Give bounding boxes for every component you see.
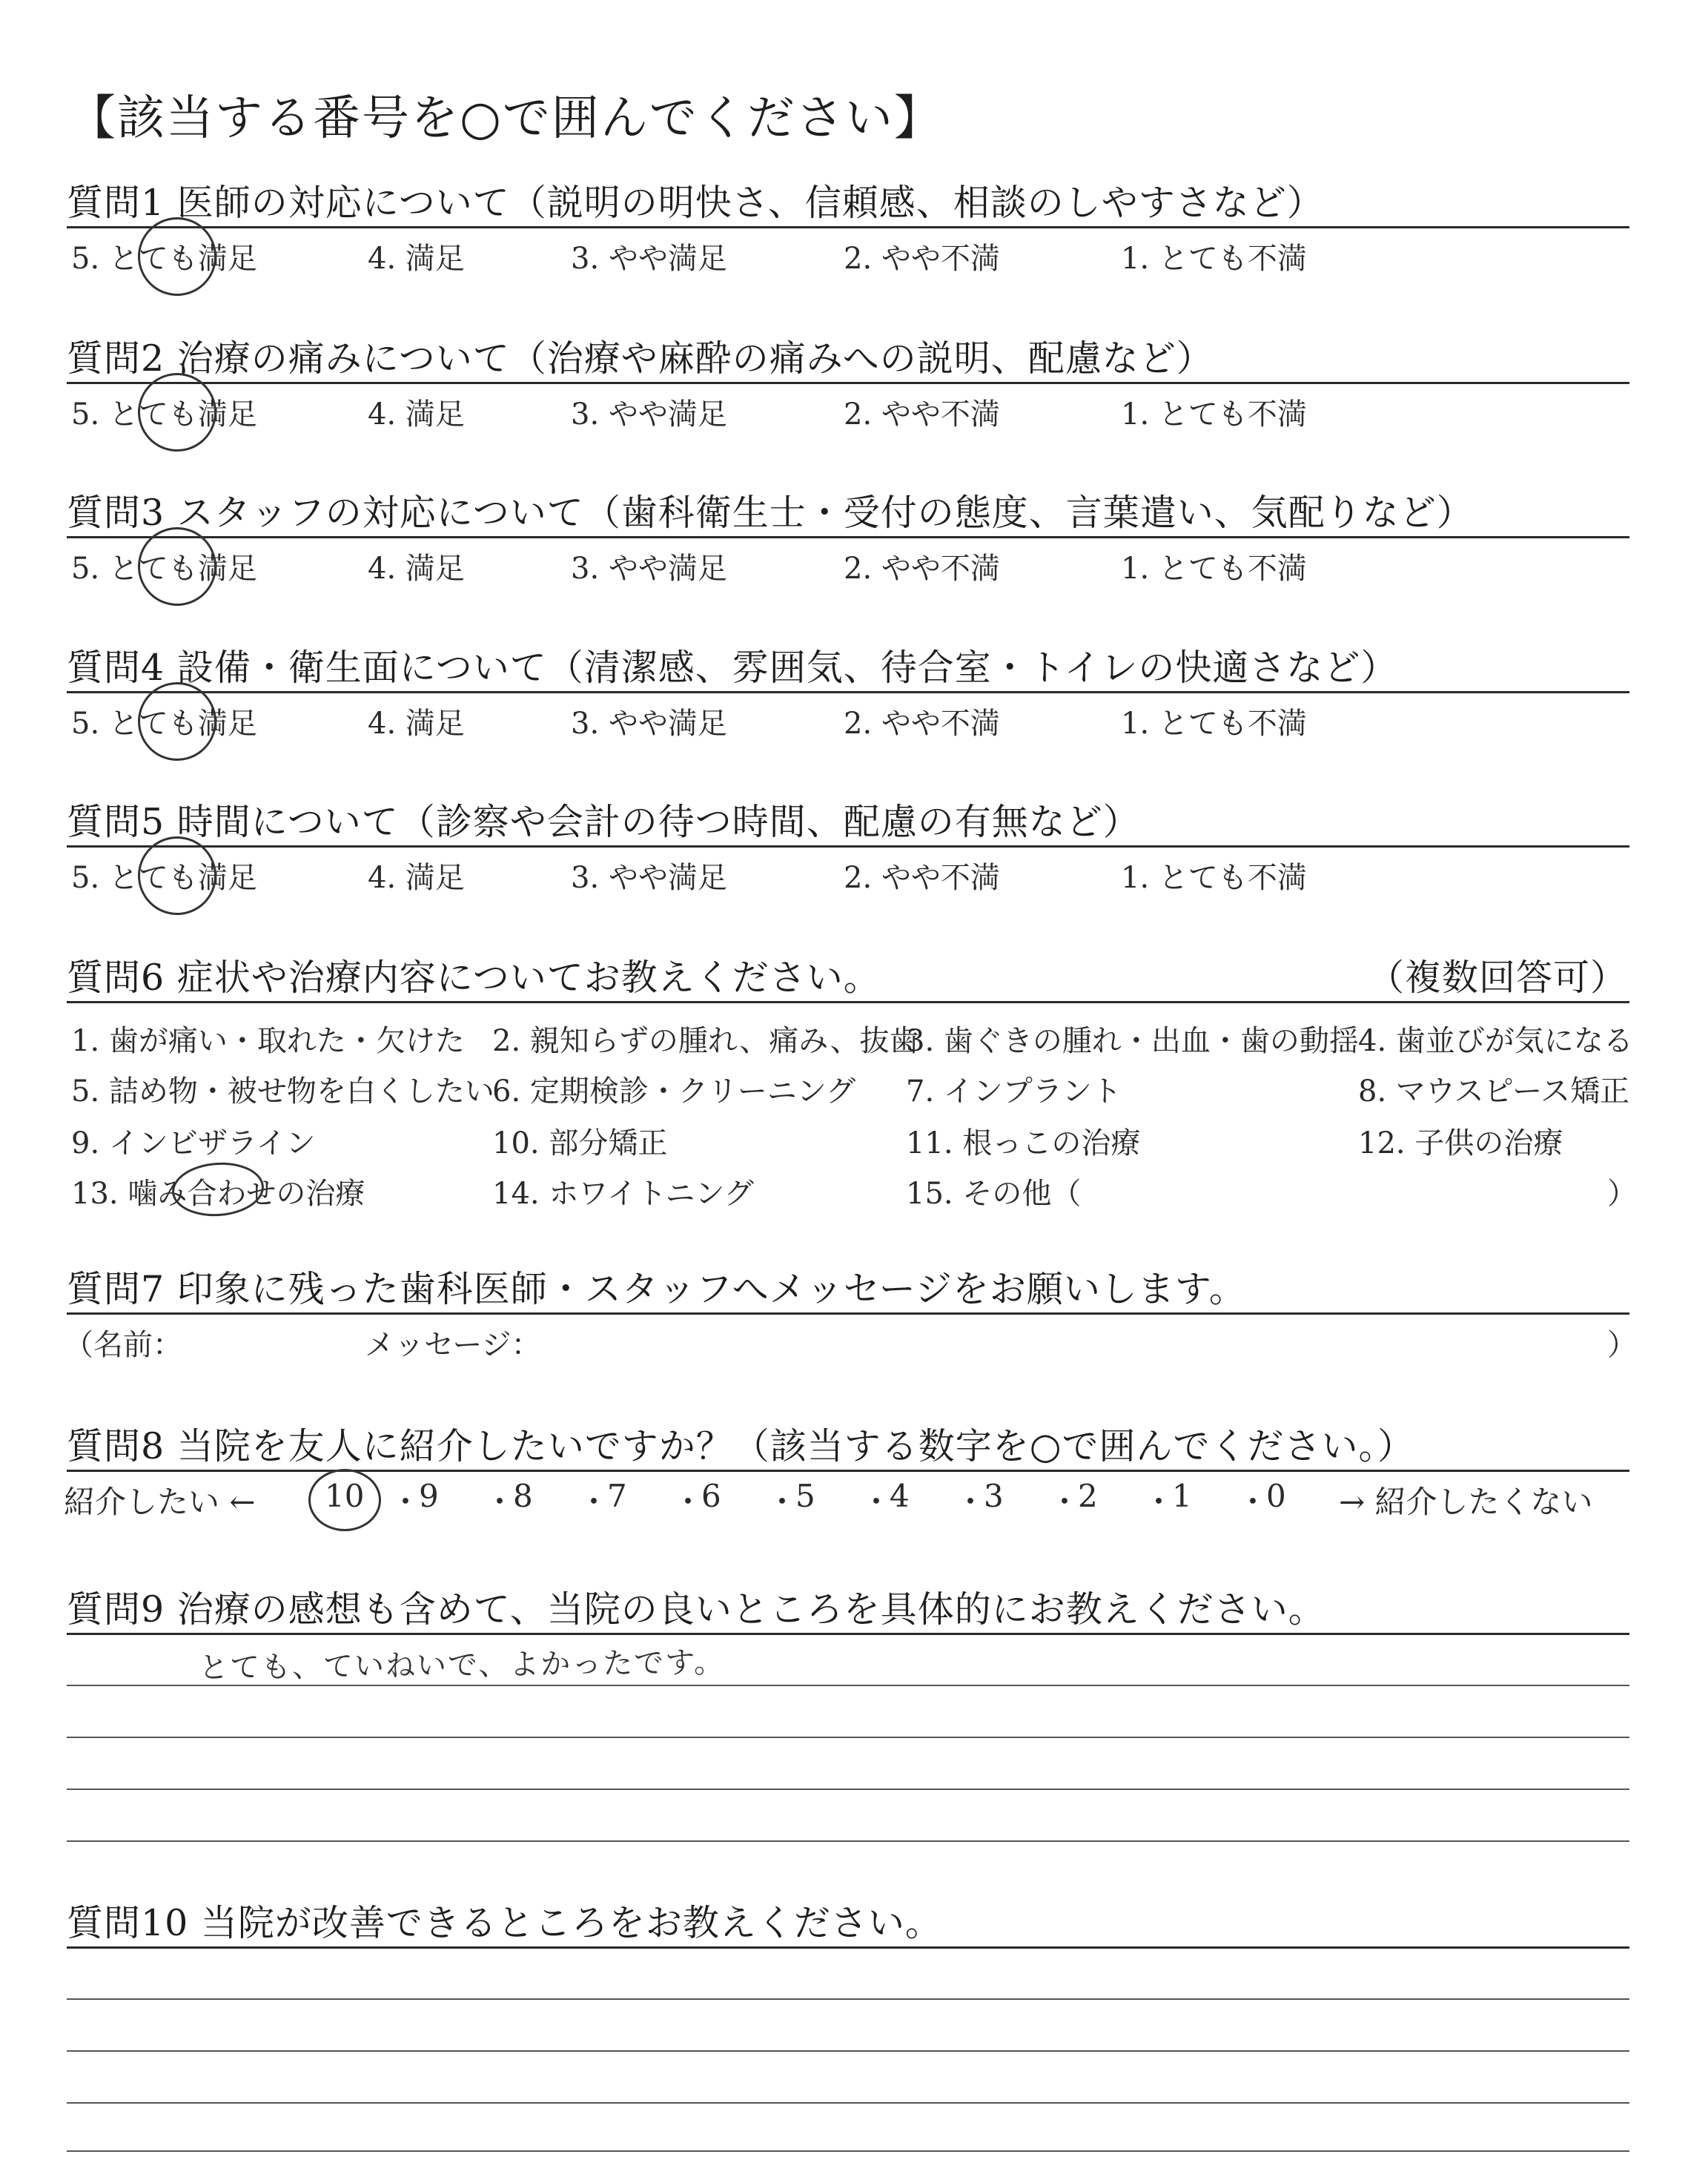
q6-option-9[interactable]: 9. インビザライン [71,1126,316,1160]
q8-rule [67,1470,1629,1472]
q8-scale-separator: ・ [1237,1484,1269,1520]
q7-title: 質問7 印象に残った歯科医師・スタッフへメッセージをお願いします。 [67,1268,1246,1310]
q6-option-6[interactable]: 6. 定期検診・クリーニング [492,1074,856,1109]
q8-scale-separator: ・ [955,1484,987,1520]
q6-rule [67,1001,1629,1003]
q3-option-1[interactable]: 1. とても不満 [1121,552,1307,586]
q6-option-11[interactable]: 11. 根っこの治療 [906,1126,1141,1160]
q6-option-8[interactable]: 8. マウスピース矯正 [1358,1074,1630,1109]
q8-scale-separator: ・ [390,1484,422,1520]
q3-option-5[interactable]: 5. とても満足 [71,552,257,586]
q1-option-4[interactable]: 4. 満足 [368,242,465,276]
q9-rule [67,1633,1629,1635]
q1-option-2[interactable]: 2. やや不満 [844,242,1000,276]
q6-option-7[interactable]: 7. インプラント [906,1074,1122,1109]
q3-option-2[interactable]: 2. やや不満 [844,552,1000,586]
q9-line [67,1685,1629,1686]
q8-scale-value-6[interactable]: 6 [701,1478,721,1514]
q7-name-label: （名前： [64,1328,182,1362]
q4-option-4[interactable]: 4. 満足 [368,707,465,741]
q10-rule [67,1946,1629,1949]
q8-scale-separator: ・ [861,1484,893,1520]
q2-option-4[interactable]: 4. 満足 [368,397,465,432]
q6-option-1[interactable]: 1. 歯が痛い・取れた・欠けた [71,1024,465,1058]
q6-option-4[interactable]: 4. 歯並びが気になる [1358,1024,1633,1058]
q1-rule [67,226,1629,228]
q4-title: 質問4 設備・衛生面について（清潔感、雰囲気、待合室・トイレの快適さなど） [67,647,1398,689]
q6-other-close-paren: ） [1607,1177,1637,1211]
q8-scale-separator: ・ [484,1484,516,1520]
q10-title: 質問10 当院が改善できるところをお教えください。 [67,1902,942,1944]
q2-option-1[interactable]: 1. とても不満 [1121,397,1307,432]
q9-line [67,1737,1629,1738]
q5-option-4[interactable]: 4. 満足 [368,861,465,895]
q8-right-label: → 紹介したくない [1339,1484,1593,1520]
q7-rule [67,1312,1629,1315]
q9-line [67,1789,1629,1790]
q6-title: 質問6 症状や治療内容についてお教えください。 [67,957,881,999]
q6-option-13[interactable]: 13. 噛み合わせの治療 [71,1177,365,1211]
q6-option-12[interactable]: 12. 子供の治療 [1358,1126,1563,1160]
q4-option-1[interactable]: 1. とても不満 [1121,707,1307,741]
q10-line [67,2050,1629,2052]
q7-close-paren: ） [1607,1328,1637,1362]
q8-scale-value-9[interactable]: 9 [419,1478,439,1514]
q6-option-5[interactable]: 5. 詰め物・被せ物を白くしたい [71,1074,494,1109]
q6-option-3[interactable]: 3. 歯ぐきの腫れ・出血・歯の動揺 [906,1024,1359,1058]
q5-option-2[interactable]: 2. やや不満 [844,861,1000,895]
q9-handwritten-answer: とても、ていねいで、よかったです。 [198,1645,726,1685]
q3-option-3[interactable]: 3. やや満足 [571,552,727,586]
q8-scale-value-7[interactable]: 7 [607,1478,627,1514]
q2-option-3[interactable]: 3. やや満足 [571,397,727,432]
q10-line [67,2102,1629,2104]
q6-option-15[interactable]: 15. その他（ [906,1177,1082,1211]
q8-scale-value-8[interactable]: 8 [513,1478,533,1514]
q9-line [67,1840,1629,1842]
q2-option-5[interactable]: 5. とても満足 [71,397,257,432]
q3-rule [67,536,1629,538]
q8-scale-separator: ・ [578,1484,610,1520]
q2-option-2[interactable]: 2. やや不満 [844,397,1000,432]
q5-option-3[interactable]: 3. やや満足 [571,861,727,895]
q6-option-2[interactable]: 2. 親知らずの腫れ、痛み、抜歯 [492,1024,919,1058]
q7-message-label: メッセージ： [365,1328,541,1362]
q3-option-4[interactable]: 4. 満足 [368,552,465,586]
q8-scale-value-2[interactable]: 2 [1078,1478,1098,1514]
q8-title: 質問8 当院を友人に紹介したいですか？（該当する数字を○で囲んでください。） [67,1425,1415,1467]
q5-title: 質問5 時間について（診察や会計の待つ時間、配慮の有無など） [67,801,1140,843]
q6-note: （複数回答可） [1368,957,1628,999]
q9-title: 質問9 治療の感想も含めて、当院の良いところを具体的にお教えください。 [67,1588,1325,1631]
q4-rule [67,691,1629,693]
q8-scale-separator: ・ [767,1484,798,1520]
q2-rule [67,382,1629,384]
q8-scale-value-4[interactable]: 4 [890,1478,910,1514]
q8-left-label: 紹介したい ← [64,1484,256,1520]
q8-scale-value-1[interactable]: 1 [1172,1478,1192,1514]
q4-option-2[interactable]: 2. やや不満 [844,707,1000,741]
q3-title: 質問3 スタッフの対応について（歯科衛生士・受付の態度、言葉遣い、気配りなど） [67,492,1474,534]
q2-title: 質問2 治療の痛みについて（治療や麻酔の痛みへの説明、配慮など） [67,337,1214,380]
q6-option-10[interactable]: 10. 部分矯正 [492,1126,668,1160]
q6-option-14[interactable]: 14. ホワイトニング [492,1177,754,1211]
q10-line [67,1998,1629,2000]
q1-title: 質問1 医師の対応について（説明の明快さ、信頼感、相談のしやすさなど） [67,182,1324,224]
q1-option-1[interactable]: 1. とても不満 [1121,242,1307,276]
q8-scale-separator: ・ [672,1484,704,1520]
page-header: 【該当する番号を○で囲んでください】 [68,91,943,146]
q8-scale-separator: ・ [1049,1484,1081,1520]
q8-scale-separator: ・ [1143,1484,1175,1520]
q1-option-3[interactable]: 3. やや満足 [571,242,727,276]
q8-scale-value-3[interactable]: 3 [984,1478,1004,1514]
q4-option-5[interactable]: 5. とても満足 [71,707,257,741]
q1-option-5[interactable]: 5. とても満足 [71,242,257,276]
q8-scale-value-0[interactable]: 0 [1266,1478,1286,1514]
q4-option-3[interactable]: 3. やや満足 [571,707,727,741]
q5-option-5[interactable]: 5. とても満足 [71,861,257,895]
q10-line [67,2150,1629,2152]
q5-rule [67,845,1629,848]
q5-option-1[interactable]: 1. とても不満 [1121,861,1307,895]
q8-selection-circle [308,1469,381,1531]
q8-scale-value-10[interactable]: 10 [325,1478,365,1514]
q8-scale-value-5[interactable]: 5 [795,1478,815,1514]
